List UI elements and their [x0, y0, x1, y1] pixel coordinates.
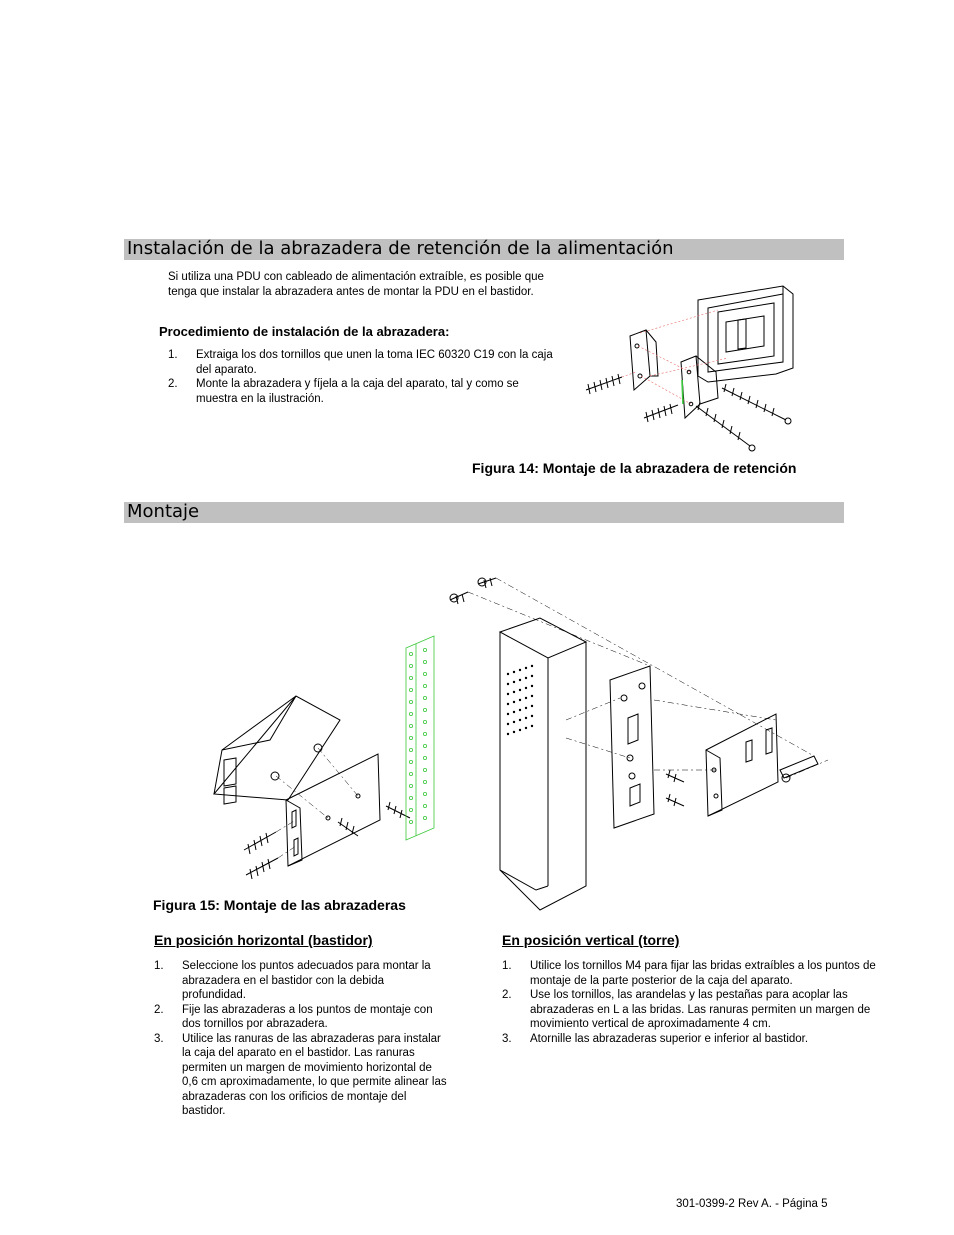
retention-clamp-illustration	[578, 280, 804, 458]
figure-14-caption: Figura 14: Montaje de la abrazadera de retención	[472, 460, 797, 476]
list-item: 2. Use los tornillos, las arandelas y las pestañas para acoplar las abrazaderas en L a las bridas. Las ranuras permiten un margen de movimiento vertical de aproximadamente 4 cm.	[502, 989, 871, 1030]
intro-paragraph: Si utiliza una PDU con cableado de alimentación extraíble, es posible que tenga que instalar la abrazadera antes de montar la PDU en el bastidor.	[168, 271, 544, 298]
vertical-heading: En posición vertical (torre)	[502, 932, 680, 948]
procedure-steps	[168, 348, 560, 406]
section-title: Instalación de la abrazadera de retención de la alimentación	[127, 238, 674, 259]
vertical-steps	[502, 959, 878, 1046]
section-title: Montaje	[127, 501, 200, 522]
mounting-brackets-illustration	[210, 570, 830, 915]
list-item: 2. Fije las abrazaderas a los puntos de montaje con dos tornillos por abrazadera.	[154, 1003, 433, 1030]
figure-15-caption: Figura 15: Montaje de las abrazaderas	[153, 897, 406, 913]
horizontal-heading: En posición horizontal (bastidor)	[154, 932, 373, 948]
section-header-montaje	[124, 502, 844, 523]
page-footer: 301-0399-2 Rev A. - Página 5	[676, 1198, 828, 1210]
list-item: 1. Utilice los tornillos M4 para fijar las bridas extraíbles a los puntos de montaje de la parte posterior de la caja del aparato.	[502, 960, 876, 987]
horizontal-steps	[154, 959, 448, 1119]
list-item: 2. Monte la abrazadera y fíjela a la caja del aparato, tal y como se muestra en la ilustración.	[168, 378, 519, 405]
section-header-retention-clamp	[124, 239, 844, 260]
list-item: 3. Utilice las ranuras de las abrazaderas para instalar la caja del aparato en el bastidor. Las ranuras permiten un margen de movimiento horizontal de 0,6 cm aproximadamente, lo que permite alinear las abrazaderas con los orificios de montaje del bastidor.	[154, 1032, 447, 1117]
list-item: 1. Seleccione los puntos adecuados para montar la abrazadera en el bastidor con la debida profundidad.	[154, 960, 431, 1001]
procedure-heading: Procedimiento de instalación de la abrazadera:	[159, 324, 450, 339]
list-item: 1. Extraiga los dos tornillos que unen la toma IEC 60320 C19 con la caja del aparato.	[168, 349, 553, 376]
list-item: 3. Atornille las abrazaderas superior e inferior al bastidor.	[502, 1032, 809, 1045]
